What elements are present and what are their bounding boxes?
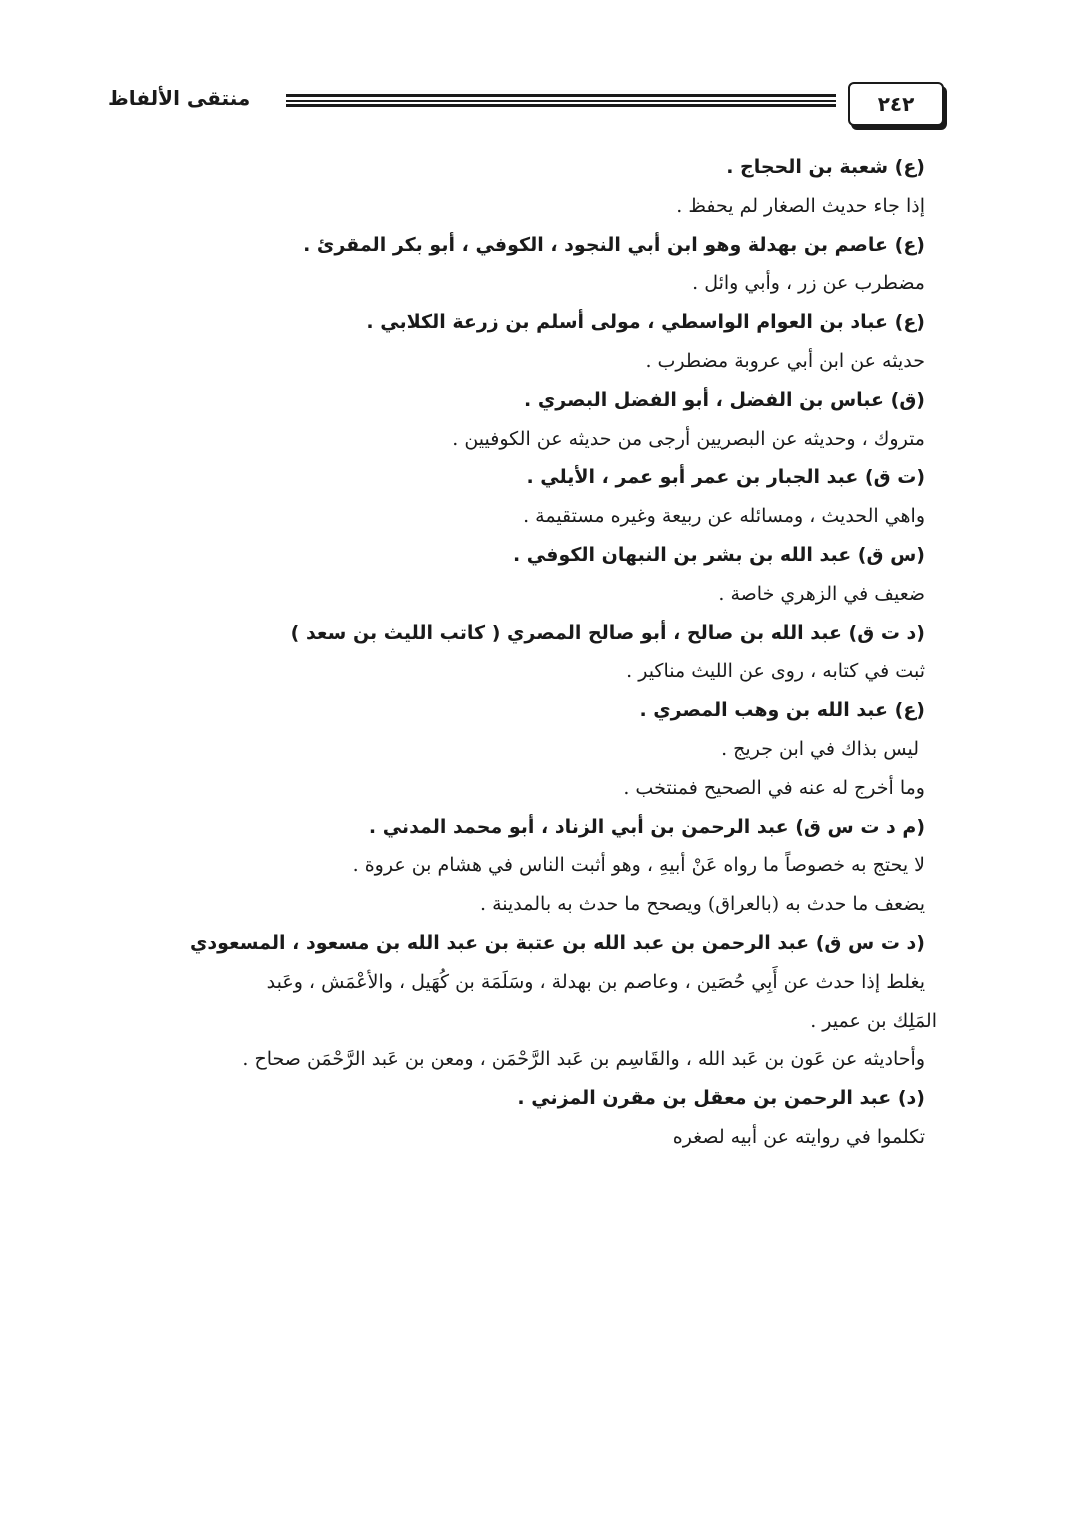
narrator-note: ضعيف في الزهري خاصة . (718, 582, 925, 605)
narrator-heading: (ت ق) عبد الجبار بن عمر أبو عمر ، الأيلي . (526, 466, 925, 489)
narrator-heading: (د) عبد الرحمن بن معقل بن مقرن المزني . (517, 1087, 925, 1110)
narrator-note: وأحاديثه عن عَون بن عَبد الله ، والقَاسِم بن عَبد الرَّحْمَن ، ومعن بن عَبد الرَّحْمَن صحاح . (242, 1048, 925, 1071)
narrator-heading: (ع) عبد الله بن وهب المصري . (639, 699, 925, 722)
narrator-heading: (ق) عباس بن الفضل ، أبو الفضل البصري . (524, 388, 925, 411)
narrator-note: حديثه عن ابن أبي عروبة مضطرب . (645, 349, 925, 372)
header-rule-line (286, 104, 836, 107)
narrator-heading: (ع) عباد بن العوام الواسطي ، مولى أسلم بن زرعة الكلابي . (366, 311, 925, 334)
page-number: ٢٤٢ (848, 82, 944, 126)
narrator-note: ثبت في كتابه ، روى عن الليث مناكير . (626, 660, 925, 683)
narrator-note: يضعف ما حدث به (بالعراق) ويصحح ما حدث به بالمدينة . (480, 893, 925, 916)
narrator-note: إذا جاء حديث الصغار لم يحفظ . (676, 194, 925, 217)
narrator-note: تكلموا في روايته عن أبيه لصغره (672, 1125, 925, 1148)
narrator-heading: (د ت ق) عبد الله بن صالح ، أبو صالح المصري ( كاتب الليث بن سعد ) (290, 621, 925, 644)
narrator-note: لا يحتج به خصوصاً ما رواه عَنْ أبيهِ ، وهو أثبت الناس في هشام بن عروة . (352, 854, 925, 877)
narrator-heading: (ع) شعبة بن الحجاج . (726, 156, 925, 178)
page-content (105, 148, 937, 1157)
narrator-heading: (س ق) عبد الله بن بشر بن النبهان الكوفي . (512, 543, 925, 566)
narrator-note: وما أخرج له عنه في الصحيح فمنتخب . (623, 776, 925, 799)
narrator-heading: (م د ت س ق) عبد الرحمن بن أبي الزناد ، أبو محمد المدني . (368, 815, 925, 838)
header-rule-line (286, 94, 836, 97)
narrator-note: ليس بذاك في ابن جريج . (721, 737, 919, 760)
narrator-heading: (د ت س ق) عبد الرحمن بن عبد الله بن عتبة بن عبد الله بن مسعود ، المسعودي (189, 931, 925, 954)
book-title: منتقى الألفاظ (108, 86, 251, 110)
narrator-note: متروك ، وحديثه عن البصريين أرجى من حديثه عن الكوفيين . (452, 427, 925, 450)
page-header (108, 80, 948, 128)
narrator-note: واهي الحديث ، ومسائله عن ربيعة وغيره مستقيمة . (523, 505, 925, 528)
narrator-note: يغلط إذا حدث عن أَبِي حُصَين ، وعاصم بن بهدلة ، وسَلَمَة بن كُهَيل ، والأعْمَش ، وعَبد (266, 970, 925, 993)
narrator-note-continuation: المَلِك بن عمير . (810, 1009, 937, 1032)
header-rule-line (286, 100, 836, 102)
header-rule (286, 94, 836, 110)
narrator-note: مضطرب عن زر ، وأبي وائل . (692, 272, 925, 295)
narrator-heading: (ع) عاصم بن بهدلة وهو ابن أبي النجود ، الكوفي ، أبو بكر المقرئ . (303, 233, 925, 256)
